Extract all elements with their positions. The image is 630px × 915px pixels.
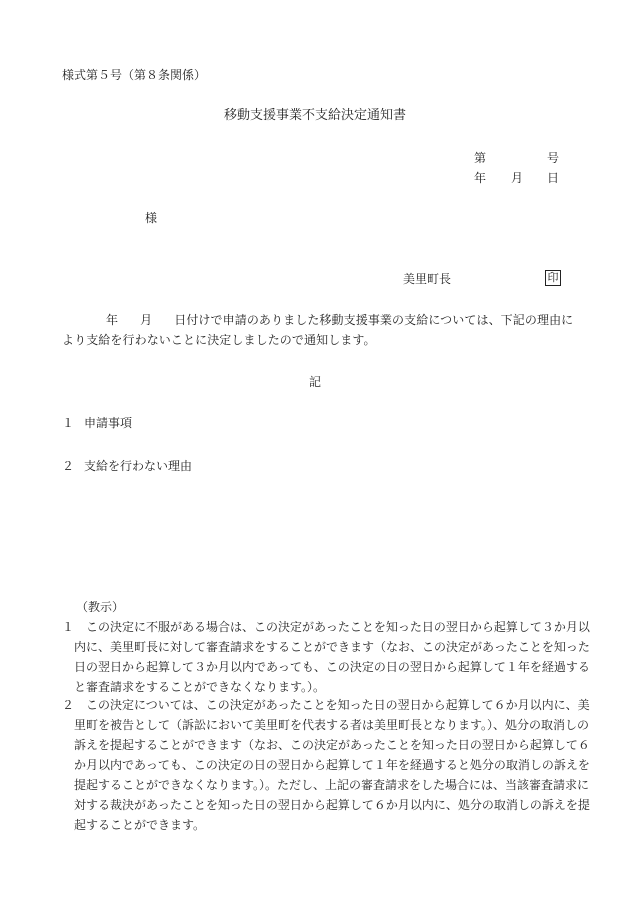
number-suffix: 号 [547, 151, 560, 165]
date-month-label: 月 [511, 171, 524, 185]
body-paragraph [62, 310, 582, 350]
item-number: １ [62, 416, 75, 430]
item-label: 申請事項 [84, 416, 133, 430]
body-month-label: 月 [140, 313, 153, 327]
sender-name: 美里町長 [403, 272, 452, 286]
addressee-honorific: 様 [145, 211, 158, 225]
instruction-note [62, 695, 594, 835]
seal-mark: 印 [545, 270, 561, 286]
form-label: 様式第５号（第８条関係） [62, 68, 207, 82]
item-number: ２ [62, 459, 75, 473]
number-prefix: 第 [474, 151, 487, 165]
list-item [62, 415, 132, 431]
date-year-label: 年 [474, 171, 487, 185]
list-item [62, 458, 192, 474]
ki-heading: 記 [308, 375, 321, 389]
note-number: １ [62, 620, 75, 634]
instruction-heading: （教示） [76, 600, 125, 614]
item-label: 支給を行わない理由 [84, 459, 193, 473]
body-text: 日付けで申請のありました移動支援事業の支給については、下記の理由により支給を行わないことに決定しましたので通知します。 [62, 313, 574, 347]
note-number: ２ [62, 698, 75, 712]
note-text: この決定に不服がある場合は、この決定があったことを知った日の翌日から起算して３か月以内に、美里町長に対して審査請求をすることができます（なお、この決定があったことを知った日の翌日から起算して３か月以内であっても、この決定の日の翌日から起算して１年を経過すると審査請求をすることができなくなります。）。 [74, 620, 590, 694]
note-text: この決定については、この決定があったことを知った日の翌日から起算して６か月以内に、美里町を被告として（訴訟において美里町を代表する者は美里町長となります。）、処分の取消しの訴えを提起することができます（なお、この決定があったことを知った日の翌日から起算して６か月以内であっても、この決定の日の翌日から起算して１年を経過すると処分の取消しの訴えを提起することができなくなります。）。ただし、上記の審査請求をした場合には、当該審査請求に対する裁決があったことを知った日の翌日から起算して６か月以内に、処分の取消しの訴えを提起することができます。 [74, 698, 590, 832]
instruction-note [62, 617, 594, 697]
date-day-label: 日 [547, 171, 560, 185]
body-year-label: 年 [106, 313, 119, 327]
document-title: 移動支援事業不支給決定通知書 [223, 108, 406, 123]
